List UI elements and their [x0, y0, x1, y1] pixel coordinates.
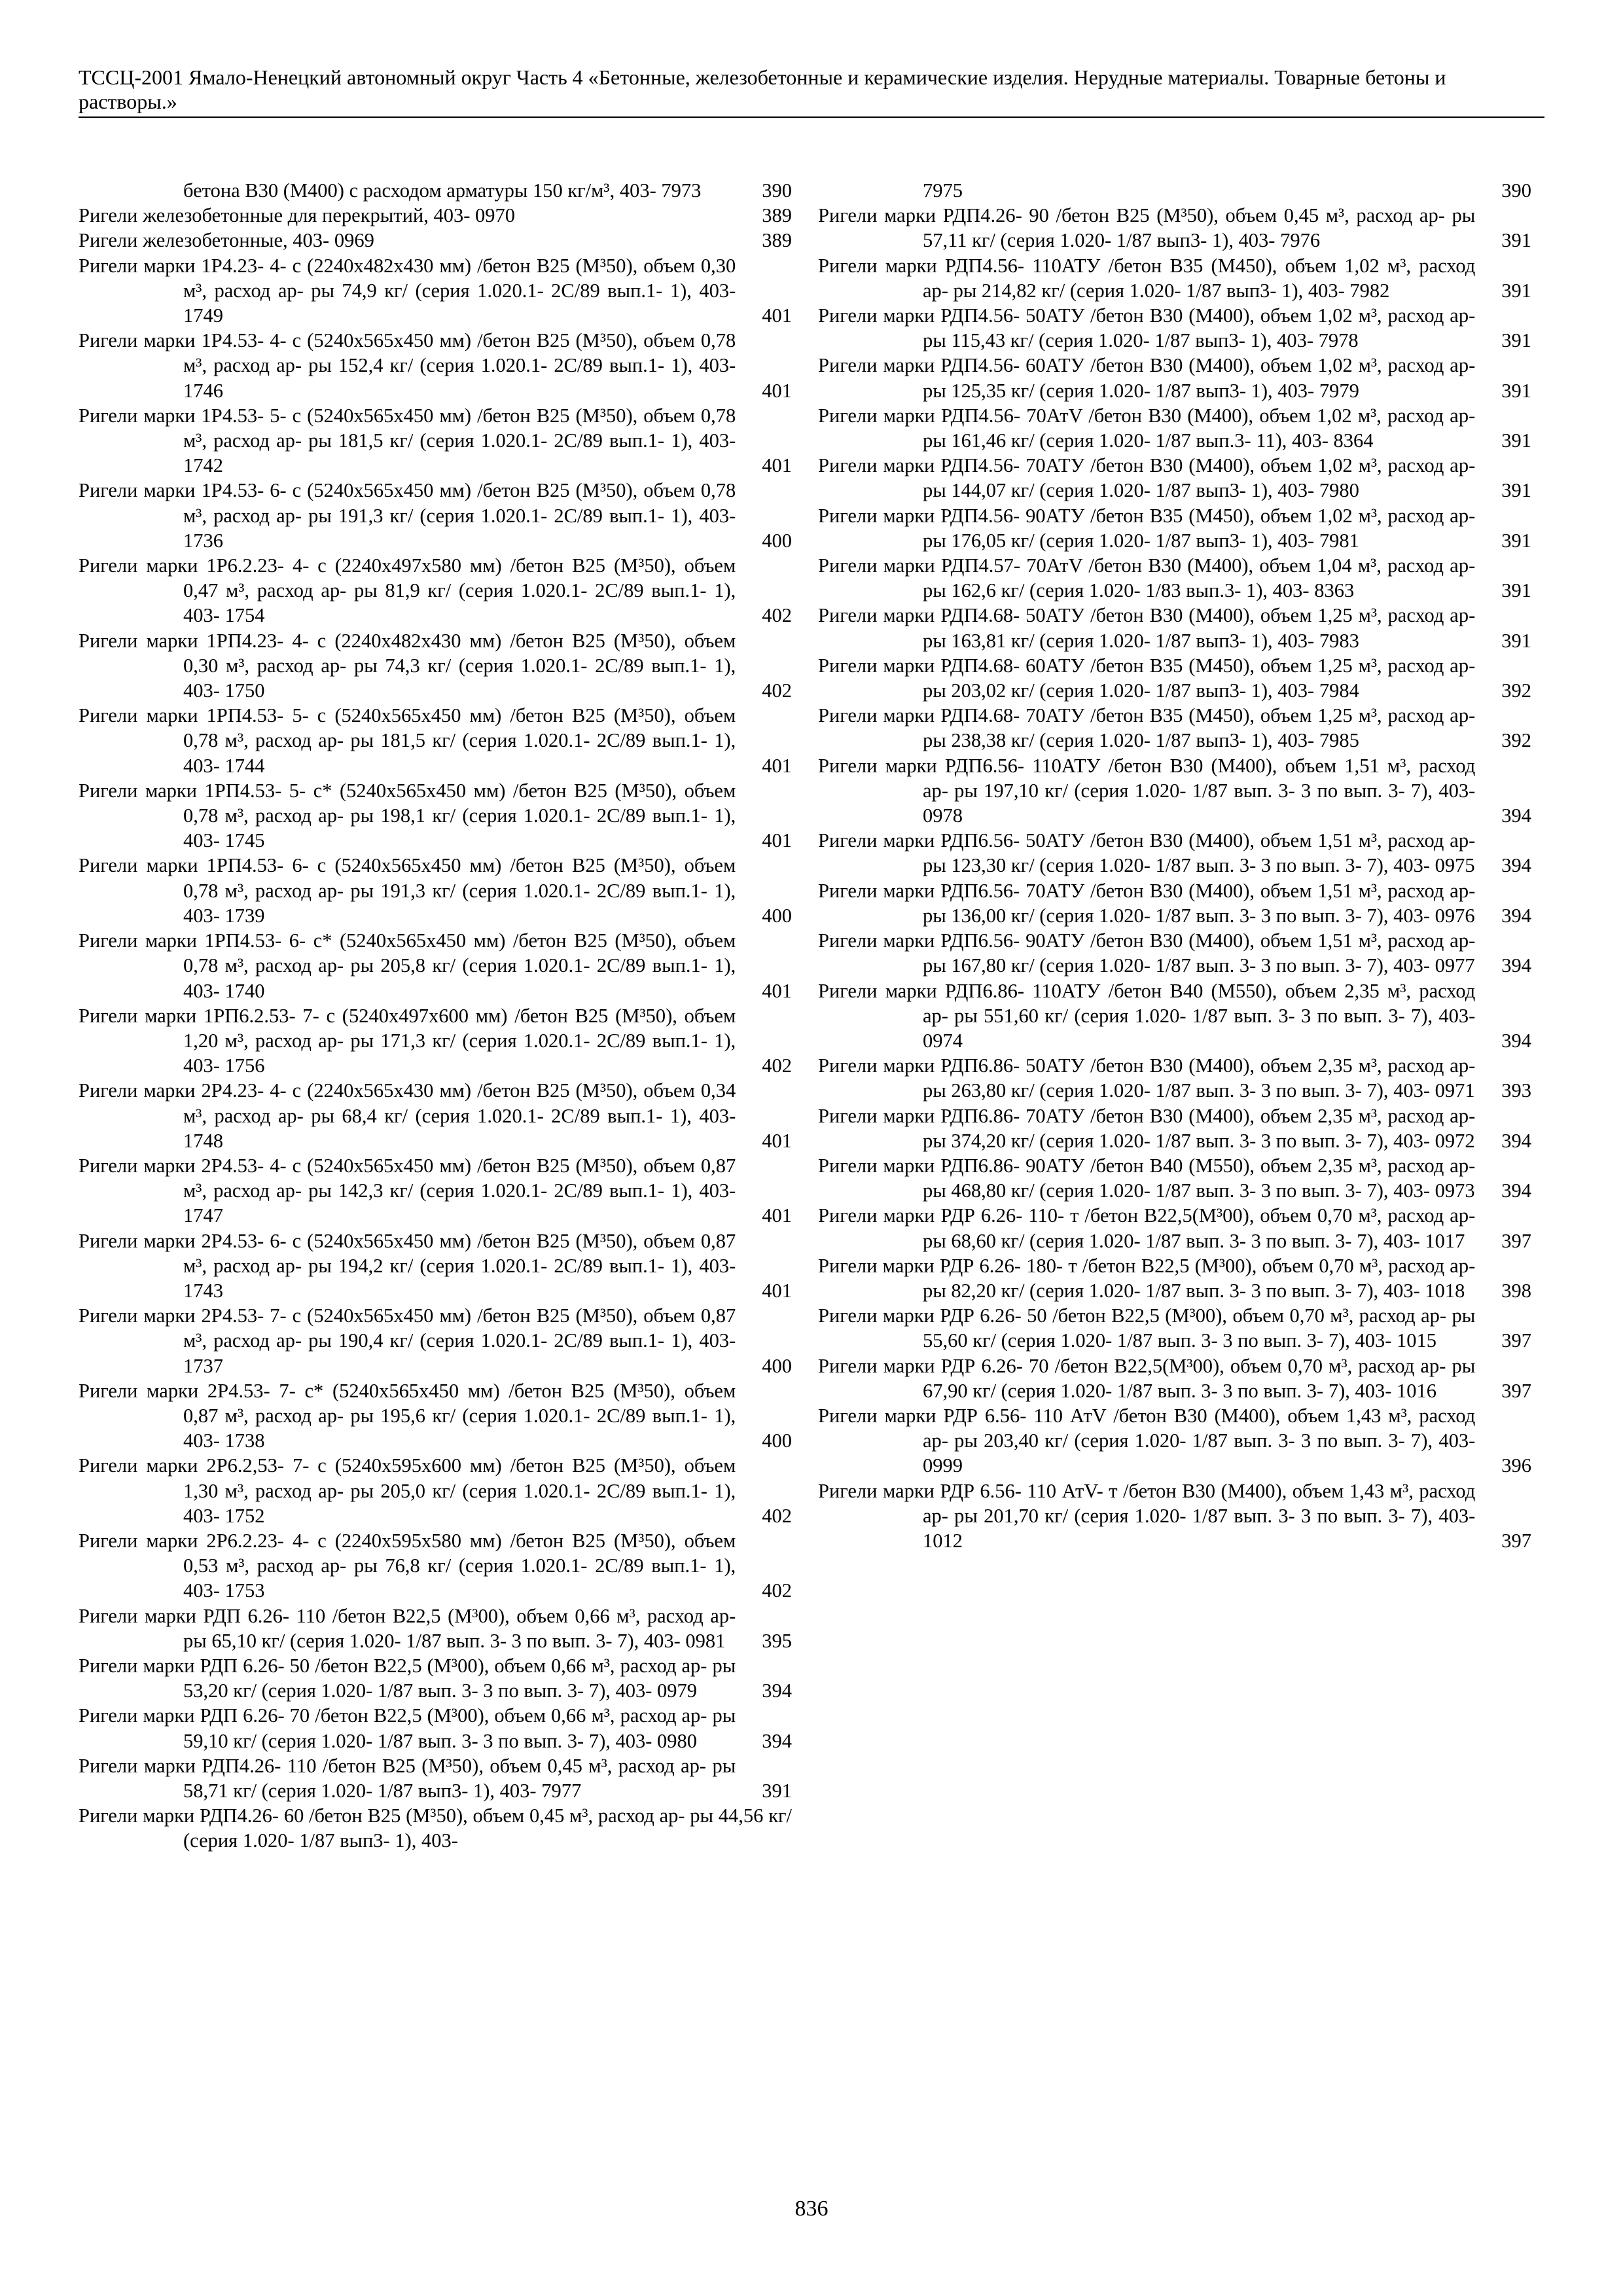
entry-text: Ригели марки РДП 6.26- 110 /бетон В22,5 (М³00), объем 0,66 м³, расход ар- ры 65,10 кг/ (серия 1.020- 1/87 вып. 3- 3 по вып. 3- 7), 403- 0981: [79, 1604, 736, 1652]
entry-text: Ригели марки 1Р4.53- 6- с (5240х565х450 мм) /бетон В25 (М³50), объем 0,78 м³, расход ар- ры 191,3 кг/ (серия 1.020.1- 2С/89 вып.1- 1), 403- 1736: [79, 479, 736, 552]
index-entry: [818, 1203, 1531, 1253]
entry-text: Ригели марки 1Р4.53- 5- с (5240х565х450 мм) /бетон В25 (М³50), объем 0,78 м³, расход ар- ры 181,5 кг/ (серия 1.020.1- 2С/89 вып.1- 1), 403- 1742: [79, 404, 736, 477]
header-divider: [79, 117, 1544, 118]
entry-text: Ригели марки РДР 6.26- 70 /бетон В22,5(М³00), объем 0,70 м³, расход ар- ры 67,90 кг/ (серия 1.020- 1/87 вып. 3- 3 по вып. 3- 7), 403- 1016: [818, 1354, 1476, 1402]
entry-page-ref: 401: [762, 1204, 792, 1227]
index-entry: [79, 1378, 792, 1454]
entry-text: Ригели марки 2Р4.53- 6- с (5240х565х450 мм) /бетон В25 (М³50), объем 0,87 м³, расход ар- ры 194,2 кг/ (серия 1.020.1- 2С/89 вып.1- 1), 403- 1743: [79, 1229, 736, 1302]
entry-text: Ригели марки РДР 6.26- 180- т /бетон В22,5 (М³00), объем 0,70 м³, расход ар- ры 82,20 кг/ (серия 1.020- 1/87 вып. 3- 3 по вып. 3- 7), 403- 1018: [818, 1254, 1476, 1302]
entry-text: Ригели марки РДП6.86- 50АТУ /бетон В30 (М400), объем 2,35 м³, расход ар- ры 263,80 кг/ (серия 1.020- 1/87 вып. 3- 3 по вып. 3- 7), 403- 0971: [818, 1054, 1476, 1102]
entry-page-ref: 401: [762, 304, 792, 327]
entry-page-ref: 401: [762, 979, 792, 1002]
entry-page-ref: 397: [1501, 1379, 1531, 1402]
entry-text: Ригели марки 2Р4.53- 7- с (5240х565х450 мм) /бетон В25 (М³50), объем 0,87 м³, расход ар- ры 190,4 кг/ (серия 1.020.1- 2С/89 вып.1- 1), 403- 1737: [79, 1304, 736, 1377]
index-column-right: [818, 178, 1531, 1553]
entry-text: Ригели марки РДП4.26- 90 /бетон В25 (М³50), объем 0,45 м³, расход ар- ры 57,11 кг/ (серия 1.020- 1/87 вып3- 1), 403- 7976: [818, 204, 1476, 252]
entry-text: 7975: [923, 179, 963, 202]
entry-text: Ригели марки 1Р6.2.23- 4- с (2240х497х580 мм) /бетон В25 (М³50), объем 0,47 м³, расход ар- ры 81,9 кг/ (серия 1.020.1- 2С/89 вып.1- 1), 403- 1754: [79, 554, 736, 627]
entry-page-ref: 391: [1501, 429, 1531, 452]
index-entry: [818, 603, 1531, 653]
entry-text: Ригели марки 2Р6.2,53- 7- с (5240х595х600 мм) /бетон В25 (М³50), объем 1,30 м³, расход ар- ры 205,0 кг/ (серия 1.020.1- 2С/89 вып.1- 1), 403- 1752: [79, 1454, 736, 1527]
index-entry: [79, 1803, 792, 1853]
entry-text: Ригели железобетонные, 403- 0969: [79, 229, 374, 252]
index-column-left: [79, 178, 792, 1854]
index-entry: [818, 1354, 1531, 1403]
entry-page-ref: 391: [762, 1780, 792, 1802]
entry-page-ref: 391: [1501, 279, 1531, 302]
index-entry: [79, 1528, 792, 1604]
entry-page-ref: 391: [1501, 579, 1531, 602]
entry-page-ref: 391: [1501, 379, 1531, 402]
entry-text: Ригели марки РДП6.56- 110АТУ /бетон В30 (М400), объем 1,51 м³, расход ар- ры 197,10 кг/ (серия 1.020- 1/87 вып. 3- 3 по вып. 3- 7), 403- 0978: [818, 754, 1476, 827]
entry-page-ref: 392: [1501, 679, 1531, 702]
entry-text: Ригели марки РДП6.86- 110АТУ /бетон В40 (М550), объем 2,35 м³, расход ар- ры 551,60 кг/ (серия 1.020- 1/87 вып. 3- 3 по вып. 3- 7), 403- 0974: [818, 979, 1476, 1052]
index-entry: [818, 403, 1531, 453]
entry-page-ref: 401: [762, 829, 792, 852]
page-number: 836: [794, 2197, 829, 2221]
running-header: ТССЦ-2001 Ямало-Ненецкий автономный округ Часть 4 «Бетонные, железобетонные и керамические изделия. Нерудные материалы. Товарные бетоны и растворы.»: [79, 65, 1446, 113]
index-entry: [79, 1229, 792, 1304]
index-entry: [79, 1453, 792, 1528]
index-entry: [818, 203, 1531, 253]
entry-text: Ригели марки РДП4.56- 50АТУ /бетон В30 (М400), объем 1,02 м³, расход ар- ры 115,43 кг/ (серия 1.020- 1/87 вып3- 1), 403- 7978: [818, 304, 1476, 352]
entry-text: Ригели марки 2Р4.53- 7- с* (5240х565х450 мм) /бетон В25 (М³50), объем 0,87 м³, расход ар- ры 195,6 кг/ (серия 1.020.1- 2С/89 вып.1- 1), 403- 1738: [79, 1379, 736, 1452]
entry-text: Ригели марки 2Р4.53- 4- с (5240х565х450 мм) /бетон В25 (М³50), объем 0,87 м³, расход ар- ры 142,3 кг/ (серия 1.020.1- 2С/89 вып.1- 1), 403- 1747: [79, 1154, 736, 1227]
entry-page-ref: 400: [762, 904, 792, 927]
index-entry: [79, 1753, 792, 1803]
index-entry: [79, 553, 792, 628]
entry-text: Ригели марки РДР 6.56- 110 АтV- т /бетон В30 (М400), объем 1,43 м³, расход ар- ры 201,70 кг/ (серия 1.020- 1/87 вып. 3- 3 по вып. 3- 7), 403- 1012: [818, 1479, 1476, 1552]
index-entry: [79, 328, 792, 403]
index-entry: [79, 703, 792, 778]
entry-text: Ригели марки РДП6.86- 70АТУ /бетон В30 (М400), объем 2,35 м³, расход ар- ры 374,20 кг/ (серия 1.020- 1/87 вып. 3- 3 по вып. 3- 7), 403- 0972: [818, 1104, 1476, 1152]
entry-page-ref: 394: [762, 1679, 792, 1702]
entry-page-ref: 394: [762, 1729, 792, 1752]
entry-page-ref: 395: [762, 1629, 792, 1652]
entry-page-ref: 394: [1501, 904, 1531, 927]
entry-text: Ригели марки РДР 6.26- 50 /бетон В22,5 (М³00), объем 0,70 м³, расход ар- ры 55,60 кг/ (серия 1.020- 1/87 вып. 3- 3 по вып. 3- 7), 403- 1015: [818, 1304, 1476, 1352]
entry-text: Ригели марки РДР 6.56- 110 АтV /бетон В30 (М400), объем 1,43 м³, расход ар- ры 203,40 кг/ (серия 1.020- 1/87 вып. 3- 3 по вып. 3- 7), 403- 0999: [818, 1404, 1476, 1477]
index-entry: [818, 1403, 1531, 1479]
entry-text: Ригели марки РДП4.68- 60АТУ /бетон В35 (М450), объем 1,25 м³, расход ар- ры 203,02 кг/ (серия 1.020- 1/87 вып3- 1), 403- 7984: [818, 654, 1476, 702]
entry-text: Ригели марки 1РП4.53- 6- с (5240х565х450 мм) /бетон В25 (М³50), объем 0,78 м³, расход ар- ры 191,3 кг/ (серия 1.020.1- 2С/89 вып.1- 1), 403- 1739: [79, 854, 736, 927]
entry-page-ref: 401: [762, 454, 792, 477]
entry-text: Ригели марки 1РП4.23- 4- с (2240х482х430 мм) /бетон В25 (М³50), объем 0,30 м³, расход ар- ры 74,3 кг/ (серия 1.020.1- 2С/89 вып.1- 1), 403- 1750: [79, 629, 736, 702]
entry-page-ref: 402: [762, 1054, 792, 1077]
entry-text: Ригели марки 1РП4.53- 5- с (5240х565х450 мм) /бетон В25 (М³50), объем 0,78 м³, расход ар- ры 181,5 кг/ (серия 1.020.1- 2С/89 вып.1- 1), 403- 1744: [79, 704, 736, 777]
index-entry: [818, 1253, 1531, 1303]
entry-page-ref: 402: [762, 1504, 792, 1527]
entry-text: Ригели марки РДП4.68- 50АТУ /бетон В30 (М400), объем 1,25 м³, расход ар- ры 163,81 кг/ (серия 1.020- 1/87 вып3- 1), 403- 7983: [818, 604, 1476, 652]
entry-text: Ригели марки 1РП6.2.53- 7- с (5240х497х600 мм) /бетон В25 (М³50), объем 1,20 м³, расход ар- ры 171,3 кг/ (серия 1.020.1- 2С/89 вып.1- 1), 403- 1756: [79, 1004, 736, 1077]
entry-text: Ригели марки 1Р4.23- 4- с (2240х482х430 мм) /бетон В25 (М³50), объем 0,30 м³, расход ар- ры 74,9 кг/ (серия 1.020.1- 2С/89 вып.1- 1), 403- 1749: [79, 254, 736, 327]
entry-page-ref: 391: [1501, 229, 1531, 252]
index-entry: [818, 1479, 1531, 1554]
index-entry: [818, 1303, 1531, 1353]
index-entry: [818, 1153, 1531, 1203]
entry-page-ref: 394: [1501, 1029, 1531, 1052]
entry-text: Ригели марки 1РП4.53- 6- с* (5240х565х450 мм) /бетон В25 (М³50), объем 0,78 м³, расход ар- ры 205,8 кг/ (серия 1.020.1- 2С/89 вып.1- 1), 403- 1740: [79, 929, 736, 1002]
entry-text: Ригели марки 1РП4.53- 5- с* (5240х565х450 мм) /бетон В25 (М³50), объем 0,78 м³, расход ар- ры 198,1 кг/ (серия 1.020.1- 2С/89 вып.1- 1), 403- 1745: [79, 779, 736, 852]
index-entry: [818, 828, 1531, 878]
entry-page-ref: 397: [1501, 1229, 1531, 1252]
index-entry: [818, 1103, 1531, 1153]
entry-page-ref: 400: [762, 529, 792, 552]
index-entry: [818, 978, 1531, 1054]
entry-page-ref: 393: [1501, 1079, 1531, 1102]
index-entry: [79, 203, 792, 228]
entry-page-ref: 402: [762, 1579, 792, 1602]
index-entry: [818, 503, 1531, 553]
entry-text: Ригели марки РДП4.68- 70АТУ /бетон В35 (М450), объем 1,25 м³, расход ар- ры 238,38 кг/ (серия 1.020- 1/87 вып3- 1), 403- 7985: [818, 704, 1476, 752]
entry-page-ref: 390: [1501, 179, 1531, 202]
index-entry: [818, 178, 1531, 203]
entry-text: Ригели марки РДП6.56- 70АТУ /бетон В30 (М400), объем 1,51 м³, расход ар- ры 136,00 кг/ (серия 1.020- 1/87 вып. 3- 3 по вып. 3- 7), 403- 0976: [818, 879, 1476, 927]
index-entry: [818, 703, 1531, 753]
entry-text: Ригели марки РДП 6.26- 70 /бетон В22,5 (М³00), объем 0,66 м³, расход ар- ры 59,10 кг/ (серия 1.020- 1/87 вып. 3- 3 по вып. 3- 7), 403- 0980: [79, 1704, 736, 1752]
entry-text: Ригели железобетонные для перекрытий, 403- 0970: [79, 204, 516, 227]
index-entry: [79, 1653, 792, 1703]
entry-page-ref: 401: [762, 1279, 792, 1302]
entry-page-ref: 391: [1501, 329, 1531, 352]
entry-text: Ригели марки РДП4.56- 110АТУ /бетон В35 (М450), объем 1,02 м³, расход ар- ры 214,82 кг/ (серия 1.020- 1/87 вып3- 1), 403- 7982: [818, 254, 1476, 302]
entry-text: Ригели марки РДП4.26- 60 /бетон В25 (М³50), объем 0,45 м³, расход ар- ры 44,56 кг/ (серия 1.020- 1/87 вып3- 1), 403-: [79, 1804, 792, 1852]
entry-page-ref: 398: [1501, 1279, 1531, 1302]
entry-page-ref: 401: [762, 1129, 792, 1152]
entry-text: Ригели марки РДП4.57- 70АтV /бетон В30 (М400), объем 1,04 м³, расход ар- ры 162,6 кг/ (серия 1.020- 1/83 вып.3- 1), 403- 8363: [818, 554, 1476, 602]
entry-page-ref: 389: [762, 204, 792, 227]
index-entry: [79, 403, 792, 478]
index-entry: [818, 928, 1531, 978]
index-entry: [818, 753, 1531, 829]
entry-text: Ригели марки РДП4.56- 70АтV /бетон В30 (М400), объем 1,02 м³, расход ар- ры 161,46 кг/ (серия 1.020- 1/87 вып.3- 11), 403- 8364: [818, 404, 1476, 452]
index-entry: [79, 228, 792, 253]
entry-page-ref: 394: [1501, 854, 1531, 877]
entry-page-ref: 401: [762, 379, 792, 402]
index-entry: [818, 453, 1531, 503]
index-entry: [818, 1053, 1531, 1103]
entry-text: Ригели марки 2Р6.2.23- 4- с (2240х595х580 мм) /бетон В25 (М³50), объем 0,53 м³, расход ар- ры 76,8 кг/ (серия 1.020.1- 2С/89 вып.1- 1), 403- 1753: [79, 1529, 736, 1602]
entry-text: Ригели марки РДР 6.26- 110- т /бетон В22,5(М³00), объем 0,70 м³, расход ар- ры 68,60 кг/ (серия 1.020- 1/87 вып. 3- 3 по вып. 3- 7), 403- 1017: [818, 1204, 1476, 1252]
index-entry: [79, 1003, 792, 1079]
entry-text: Ригели марки 1Р4.53- 4- с (5240х565х450 мм) /бетон В25 (М³50), объем 0,78 м³, расход ар- ры 152,4 кг/ (серия 1.020.1- 2С/89 вып.1- 1), 403- 1746: [79, 329, 736, 402]
index-entry: [818, 653, 1531, 703]
index-entry: [79, 628, 792, 704]
entry-page-ref: 401: [762, 754, 792, 777]
entry-page-ref: 391: [1501, 529, 1531, 552]
entry-text: Ригели марки 2Р4.23- 4- с (2240х565х430 мм) /бетон В25 (М³50), объем 0,34 м³, расход ар- ры 68,4 кг/ (серия 1.020.1- 2С/89 вып.1- 1), 403- 1748: [79, 1079, 736, 1152]
index-entry: [818, 878, 1531, 928]
index-entry: [818, 303, 1531, 353]
index-entry: [818, 553, 1531, 603]
entry-page-ref: 394: [1501, 1179, 1531, 1202]
index-entry: [79, 1703, 792, 1753]
entry-page-ref: 402: [762, 679, 792, 702]
index-entry: [79, 178, 792, 203]
entry-text: Ригели марки РДП4.56- 90АТУ /бетон В35 (М450), объем 1,02 м³, расход ар- ры 176,05 кг/ (серия 1.020- 1/87 вып3- 1), 403- 7981: [818, 504, 1476, 552]
entry-page-ref: 389: [762, 229, 792, 252]
entry-text: Ригели марки РДП4.26- 110 /бетон В25 (М³50), объем 0,45 м³, расход ар- ры 58,71 кг/ (серия 1.020- 1/87 вып3- 1), 403- 7977: [79, 1754, 736, 1802]
entry-text: бетона В30 (М400) с расходом арматуры 150 кг/м³, 403- 7973: [183, 179, 702, 202]
index-entry: [79, 1604, 792, 1653]
entry-text: Ригели марки РДП6.86- 90АТУ /бетон В40 (М550), объем 2,35 м³, расход ар- ры 468,80 кг/ (серия 1.020- 1/87 вып. 3- 3 по вып. 3- 7), 403- 0973: [818, 1154, 1476, 1202]
entry-page-ref: 397: [1501, 1529, 1531, 1552]
index-entry: [79, 1078, 792, 1153]
entry-page-ref: 394: [1501, 954, 1531, 977]
index-entry: [818, 353, 1531, 403]
entry-page-ref: 390: [762, 179, 792, 202]
entry-page-ref: 400: [762, 1354, 792, 1377]
entry-page-ref: 392: [1501, 729, 1531, 752]
entry-page-ref: 402: [762, 604, 792, 627]
entry-text: Ригели марки РДП4.56- 70АТУ /бетон В30 (М400), объем 1,02 м³, расход ар- ры 144,07 кг/ (серия 1.020- 1/87 вып3- 1), 403- 7980: [818, 454, 1476, 502]
entry-page-ref: 396: [1501, 1454, 1531, 1477]
index-entry: [818, 253, 1531, 303]
index-entry: [79, 1153, 792, 1229]
entry-page-ref: 391: [1501, 479, 1531, 502]
index-entry: [79, 478, 792, 553]
entry-text: Ригели марки РДП4.56- 60АТУ /бетон В30 (М400), объем 1,02 м³, расход ар- ры 125,35 кг/ (серия 1.020- 1/87 вып3- 1), 403- 7979: [818, 354, 1476, 402]
entry-page-ref: 400: [762, 1429, 792, 1452]
index-entry: [79, 853, 792, 928]
entry-page-ref: 391: [1501, 629, 1531, 652]
index-entry: [79, 1303, 792, 1378]
entry-page-ref: 394: [1501, 804, 1531, 827]
index-entry: [79, 778, 792, 853]
entry-page-ref: 397: [1501, 1329, 1531, 1352]
entry-text: Ригели марки РДП6.56- 90АТУ /бетон В30 (М400), объем 1,51 м³, расход ар- ры 167,80 кг/ (серия 1.020- 1/87 вып. 3- 3 по вып. 3- 7), 403- 0977: [818, 929, 1476, 977]
entry-text: Ригели марки РДП6.56- 50АТУ /бетон В30 (М400), объем 1,51 м³, расход ар- ры 123,30 кг/ (серия 1.020- 1/87 вып. 3- 3 по вып. 3- 7), 403- 0975: [818, 829, 1476, 877]
entry-text: Ригели марки РДП 6.26- 50 /бетон В22,5 (М³00), объем 0,66 м³, расход ар- ры 53,20 кг/ (серия 1.020- 1/87 вып. 3- 3 по вып. 3- 7), 403- 0979: [79, 1654, 736, 1702]
index-entry: [79, 928, 792, 1003]
index-entry: [79, 253, 792, 329]
entry-page-ref: 394: [1501, 1129, 1531, 1152]
